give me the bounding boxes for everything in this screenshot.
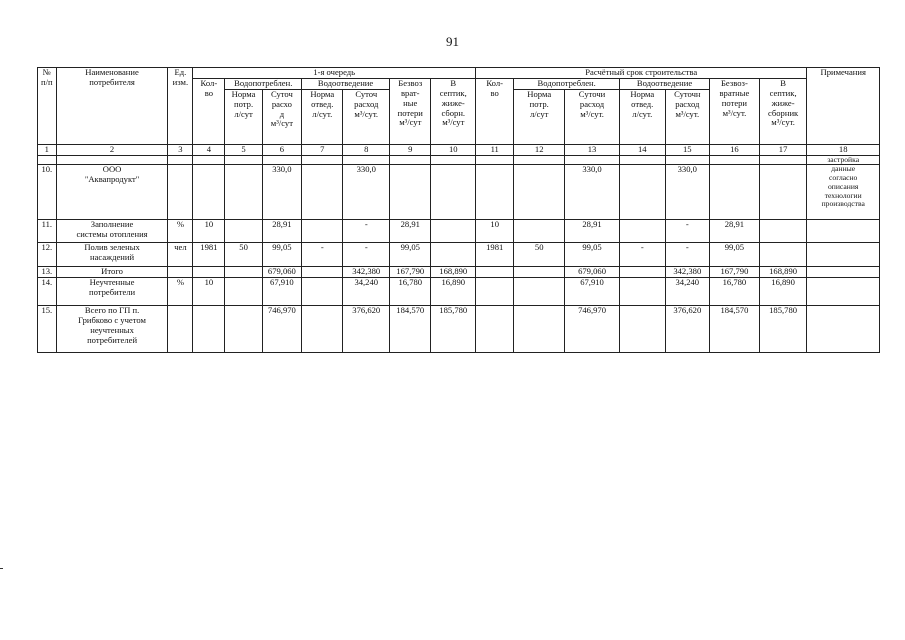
cell-norm2 xyxy=(514,306,565,353)
margin-mark xyxy=(0,568,3,569)
header-qty-1: Кол- во xyxy=(193,78,225,144)
cell-nd2 xyxy=(619,306,665,353)
cell-norm xyxy=(225,306,262,353)
cell-nd2 xyxy=(619,165,665,220)
empty-cell xyxy=(619,155,665,165)
cell-n: 14. xyxy=(38,278,57,306)
cell-qty xyxy=(193,267,225,278)
cell-s2: 28,91 xyxy=(565,220,620,243)
header-norm-drain-2: Норма отвед. л/сут. xyxy=(619,89,665,144)
cell-note: данные согласно описания технологии производства xyxy=(807,165,880,220)
column-number: 1 xyxy=(38,144,57,155)
cell-unit: % xyxy=(168,278,193,306)
cell-s1: 330,0 xyxy=(262,165,301,220)
cell-l1: 167,790 xyxy=(390,267,431,278)
empty-cell xyxy=(431,155,476,165)
cell-d2: 342,380 xyxy=(665,267,710,278)
cell-s2: 99,05 xyxy=(565,243,620,267)
table-row xyxy=(38,243,880,267)
cell-qty2 xyxy=(476,306,514,353)
empty-cell xyxy=(38,155,57,165)
header-norm-supply-1: Норма потр. л/сут xyxy=(225,89,262,144)
header-daily-drain-2: Суточн расход м³/сут. xyxy=(665,89,710,144)
cell-s2: 330,0 xyxy=(565,165,620,220)
column-number: 11 xyxy=(476,144,514,155)
cell-d1: - xyxy=(343,220,390,243)
table-row xyxy=(38,267,880,278)
cell-sp2 xyxy=(759,243,807,267)
empty-cell xyxy=(302,155,343,165)
header-group-phase1: 1-я очередь xyxy=(193,68,476,79)
column-number: 6 xyxy=(262,144,301,155)
column-number: 17 xyxy=(759,144,807,155)
cell-name: ООО "Аквапродукт" xyxy=(56,165,168,220)
header-group-estimated: Расчётный срок строительства xyxy=(476,68,807,79)
cell-s1: 746,970 xyxy=(262,306,301,353)
header-supply-2: Водопотреблен. xyxy=(514,78,620,89)
cell-name: Заполнение системы отопления xyxy=(56,220,168,243)
cell-l2: 16,780 xyxy=(710,278,760,306)
cell-norm2: 50 xyxy=(514,243,565,267)
header-name: Наименование потребителя xyxy=(56,68,168,145)
empty-cell xyxy=(476,155,514,165)
cell-norm xyxy=(225,267,262,278)
column-number: 4 xyxy=(193,144,225,155)
empty-cell xyxy=(514,155,565,165)
spacer-row xyxy=(38,155,880,165)
header-daily-drain-1: Суточ расход м³/сут. xyxy=(343,89,390,144)
cell-name: Всего по ГП п. Грибково с учетом неучтенных потребителей xyxy=(56,306,168,353)
cell-sp1 xyxy=(431,220,476,243)
cell-d2: - xyxy=(665,243,710,267)
cell-note xyxy=(807,220,880,243)
cell-d1: 342,380 xyxy=(343,267,390,278)
header-losses-1: Безвоз врат- ные потери м³/сут xyxy=(390,78,431,144)
cell-name: Полив зеленых насаждений xyxy=(56,243,168,267)
column-number: 8 xyxy=(343,144,390,155)
cell-norm xyxy=(225,165,262,220)
spacer-note: застройка xyxy=(807,155,880,165)
cell-d2: 376,620 xyxy=(665,306,710,353)
cell-qty: 1981 xyxy=(193,243,225,267)
empty-cell xyxy=(193,155,225,165)
cell-nd xyxy=(302,306,343,353)
cell-l2: 99,05 xyxy=(710,243,760,267)
cell-norm2 xyxy=(514,267,565,278)
cell-l1: 99,05 xyxy=(390,243,431,267)
cell-nd xyxy=(302,267,343,278)
header-drain-2: Водоотведение xyxy=(619,78,709,89)
cell-qty: 10 xyxy=(193,278,225,306)
header-supply-1: Водопотреблен. xyxy=(225,78,302,89)
cell-nd: - xyxy=(302,243,343,267)
cell-d1: - xyxy=(343,243,390,267)
cell-unit: чел xyxy=(168,243,193,267)
cell-l2: 184,570 xyxy=(710,306,760,353)
cell-note xyxy=(807,278,880,306)
cell-d1: 34,240 xyxy=(343,278,390,306)
cell-sp1 xyxy=(431,165,476,220)
header-daily-supply-1: Суточ расхо д м³/сут xyxy=(262,89,301,144)
cell-norm2 xyxy=(514,278,565,306)
cell-note xyxy=(807,306,880,353)
cell-norm2 xyxy=(514,165,565,220)
cell-n: 15. xyxy=(38,306,57,353)
cell-nd2 xyxy=(619,220,665,243)
cell-sp2: 168,890 xyxy=(759,267,807,278)
table-row xyxy=(38,165,880,220)
cell-d1: 376,620 xyxy=(343,306,390,353)
cell-qty xyxy=(193,165,225,220)
cell-norm: 50 xyxy=(225,243,262,267)
cell-nd2 xyxy=(619,267,665,278)
cell-n: 11. xyxy=(38,220,57,243)
header-norm-supply-2: Норма потр. л/сут xyxy=(514,89,565,144)
cell-note xyxy=(807,243,880,267)
cell-l2: 28,91 xyxy=(710,220,760,243)
cell-n: 10. xyxy=(38,165,57,220)
cell-l1: 184,570 xyxy=(390,306,431,353)
cell-sp2 xyxy=(759,220,807,243)
column-number: 9 xyxy=(390,144,431,155)
column-number: 3 xyxy=(168,144,193,155)
cell-qty2 xyxy=(476,267,514,278)
cell-l2: 167,790 xyxy=(710,267,760,278)
empty-cell xyxy=(225,155,262,165)
empty-cell xyxy=(710,155,760,165)
empty-cell xyxy=(56,155,168,165)
column-number: 13 xyxy=(565,144,620,155)
cell-d1: 330,0 xyxy=(343,165,390,220)
empty-cell xyxy=(665,155,710,165)
table-row xyxy=(38,278,880,306)
cell-note xyxy=(807,267,880,278)
cell-s1: 99,05 xyxy=(262,243,301,267)
header-unit: Ед. изм. xyxy=(168,68,193,145)
cell-qty2 xyxy=(476,165,514,220)
cell-sp1 xyxy=(431,243,476,267)
table-row xyxy=(38,220,880,243)
cell-sp2: 185,780 xyxy=(759,306,807,353)
empty-cell xyxy=(759,155,807,165)
empty-cell xyxy=(262,155,301,165)
column-number: 12 xyxy=(514,144,565,155)
water-balance-table xyxy=(37,67,880,353)
cell-nd xyxy=(302,278,343,306)
cell-s1: 679,060 xyxy=(262,267,301,278)
column-number: 16 xyxy=(710,144,760,155)
cell-l1: 16,780 xyxy=(390,278,431,306)
cell-s2: 746,970 xyxy=(565,306,620,353)
cell-name: Неучтенные потребители xyxy=(56,278,168,306)
table-row xyxy=(38,306,880,353)
cell-d2: - xyxy=(665,220,710,243)
cell-qty xyxy=(193,306,225,353)
header-norm-drain-1: Норма отвед. л/сут. xyxy=(302,89,343,144)
column-number-row xyxy=(38,144,880,155)
cell-unit: % xyxy=(168,220,193,243)
cell-qty2: 10 xyxy=(476,220,514,243)
cell-nd xyxy=(302,220,343,243)
cell-qty2 xyxy=(476,278,514,306)
cell-qty: 10 xyxy=(193,220,225,243)
column-number: 14 xyxy=(619,144,665,155)
header-septic-1: В септик, жиже- сборн. м³/сут xyxy=(431,78,476,144)
cell-sp1: 168,890 xyxy=(431,267,476,278)
cell-n: 13. xyxy=(38,267,57,278)
cell-qty2: 1981 xyxy=(476,243,514,267)
column-number: 18 xyxy=(807,144,880,155)
cell-nd2: - xyxy=(619,243,665,267)
cell-l2 xyxy=(710,165,760,220)
cell-n: 12. xyxy=(38,243,57,267)
cell-s1: 28,91 xyxy=(262,220,301,243)
cell-nd2 xyxy=(619,278,665,306)
cell-d2: 330,0 xyxy=(665,165,710,220)
cell-d2: 34,240 xyxy=(665,278,710,306)
cell-norm2 xyxy=(514,220,565,243)
cell-sp1: 185,780 xyxy=(431,306,476,353)
column-number: 5 xyxy=(225,144,262,155)
cell-s2: 679,060 xyxy=(565,267,620,278)
header-notes: Примечания xyxy=(807,68,880,145)
cell-l1 xyxy=(390,165,431,220)
column-number: 7 xyxy=(302,144,343,155)
column-number: 10 xyxy=(431,144,476,155)
column-number: 15 xyxy=(665,144,710,155)
cell-norm xyxy=(225,220,262,243)
cell-s1: 67,910 xyxy=(262,278,301,306)
cell-unit xyxy=(168,165,193,220)
header-losses-2: Безвоз- вратные потери м³/сут. xyxy=(710,78,760,144)
header-num: № п/п xyxy=(38,68,57,145)
empty-cell xyxy=(343,155,390,165)
header-daily-supply-2: Суточи расход м³/сут. xyxy=(565,89,620,144)
cell-nd xyxy=(302,165,343,220)
cell-unit xyxy=(168,306,193,353)
empty-cell xyxy=(390,155,431,165)
cell-name: Итого xyxy=(56,267,168,278)
cell-norm xyxy=(225,278,262,306)
header-drain-1: Водоотведение xyxy=(302,78,390,89)
empty-cell xyxy=(565,155,620,165)
cell-unit xyxy=(168,267,193,278)
cell-sp2 xyxy=(759,165,807,220)
column-number: 2 xyxy=(56,144,168,155)
header-qty-2: Кол- во xyxy=(476,78,514,144)
cell-sp2: 16,890 xyxy=(759,278,807,306)
empty-cell xyxy=(168,155,193,165)
cell-l1: 28,91 xyxy=(390,220,431,243)
cell-s2: 67,910 xyxy=(565,278,620,306)
header-septic-2: В септик, жиже- сборник м³/сут. xyxy=(759,78,807,144)
cell-sp1: 16,890 xyxy=(431,278,476,306)
page-number: 91 xyxy=(446,34,459,49)
